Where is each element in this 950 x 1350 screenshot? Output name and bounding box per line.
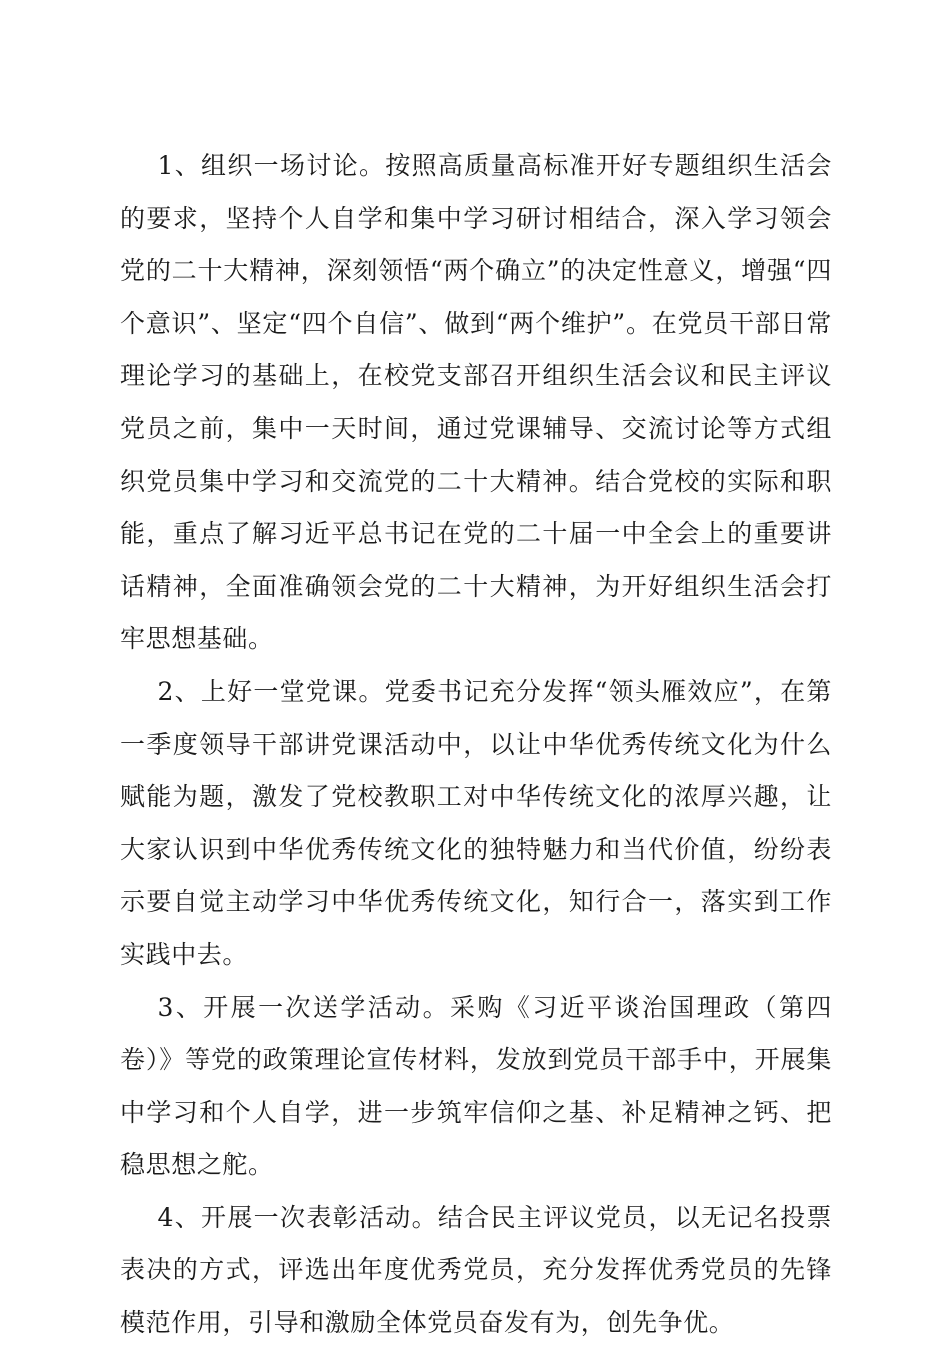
paragraph-4-commendation: 4、开展一次表彰活动。结合民主评议党员，以无记名投票表决的方式，评选出年度优秀党员，充分发挥优秀党员的先锋模范作用，引导和激励全体党员奋发有为，创先争优。 [120, 1202, 832, 1338]
paragraph-1-organize-discussion: 1、组织一场讨论。按照高质量高标准开好专题组织生活会的要求，坚持个人自学和集中学习研讨相结合，深入学习领会党的二十大精神，深刻领悟“两个确立”的决定性意义，增强“四个意识”、坚定“四个自信”、做到“两个维护”。在党员干部日常理论学习的基础上，在校党支部召开组织生活会议和民主评议党员之前，集中一天时间，通过党课辅导、交流讨论等方式组织党员集中学习和交流党的二十大精神。结合党校的实际和职能，重点了解习近平总书记在党的二十届一中全会上的重要讲话精神，全面准确领会党的二十大精神，为开好组织生活会打牢思想基础。 [120, 151, 832, 654]
paragraph-2-party-lesson: 2、上好一堂党课。党委书记充分发挥“领头雁效应”，在第一季度领导干部讲党课活动中，以让中华优秀传统文化为什么赋能为题，激发了党校教职工对中华传统文化的浓厚兴趣，让大家认识到中华优秀传统文化的独特魅力和当代价值，纷纷表示要自觉主动学习中华优秀传统文化，知行合一，落实到工作实践中去。 [120, 676, 832, 969]
paragraph-3-study-distribution: 3、开展一次送学活动。采购《习近平谈治国理政（第四卷）》等党的政策理论宣传材料，发放到党员干部手中，开展集中学习和个人自学，进一步筑牢信仰之基、补足精神之钙、把稳思想之舵。 [120, 992, 832, 1180]
document-body [120, 140, 832, 1350]
